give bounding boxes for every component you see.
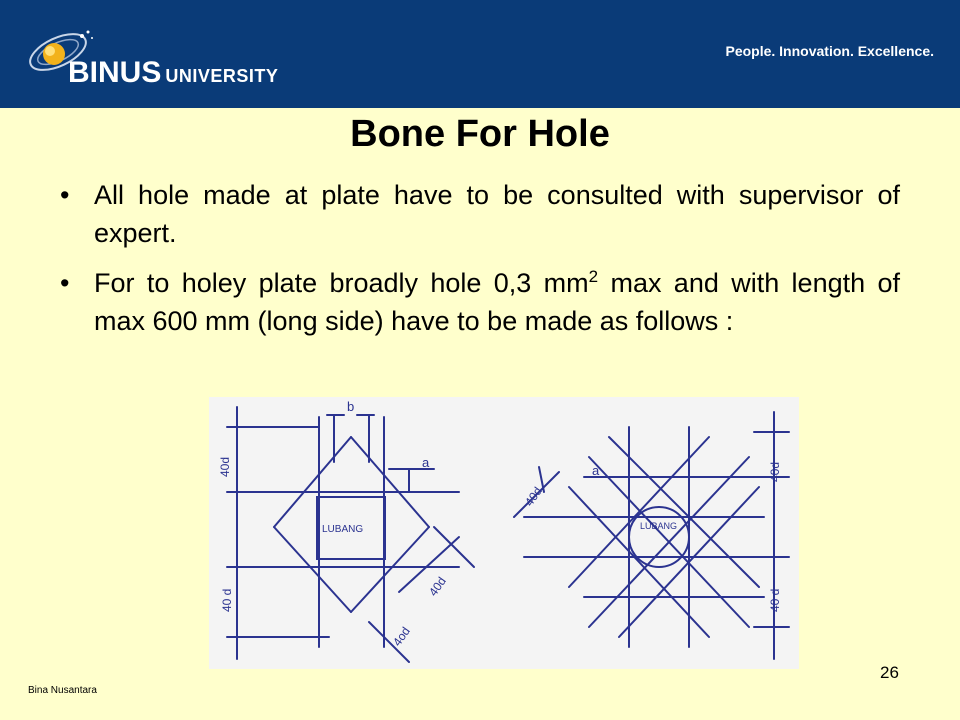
brand-university: UNIVERSITY [165,66,279,86]
dim-40d-left-bottom: 40 d [220,588,234,612]
dim-a-right: a [592,463,600,478]
superscript: 2 [588,267,599,286]
bullet-text-before: For to holey plate broadly hole 0,3 mm [94,268,589,298]
label-lubang-square: LUBANG [322,524,364,535]
label-lubang-round: LUBANG [640,521,678,531]
bullet-dot: • [60,180,70,210]
footer-organization: Bina Nusantara [28,685,97,696]
bullet-item [60,264,900,340]
bullet-text: All hole made at plate have to be consulted with supervisor of expert. [94,180,900,248]
page-number: 26 [880,663,899,682]
hole-reinforcement-sketch [209,397,799,669]
dim-a-left: a [422,455,430,470]
dim-40d-right-diag: 40d [521,484,545,509]
bullet-item [60,176,900,252]
dim-40d-left-top: 40d [218,456,232,477]
dim-b: b [347,399,355,414]
bullet-dot: • [60,268,70,298]
brand-name [68,56,278,90]
dim-40d-right-bottom: 40 d [768,588,782,612]
dim-40d-right-top: 40d [768,461,782,482]
slide-title: Bone For Hole [350,113,610,155]
header-tagline: People. Innovation. Excellence. [725,43,934,59]
brand-binus: BINUS [68,56,162,89]
header-bar [0,0,960,108]
bullet-list [60,176,900,352]
dim-4od-left-diag: 4od [389,624,413,649]
bullet-text-after: max and with length of max 600 mm (long side) have to be made as follows : [94,268,900,336]
dim-40d-left-diag: 40d [425,574,449,599]
